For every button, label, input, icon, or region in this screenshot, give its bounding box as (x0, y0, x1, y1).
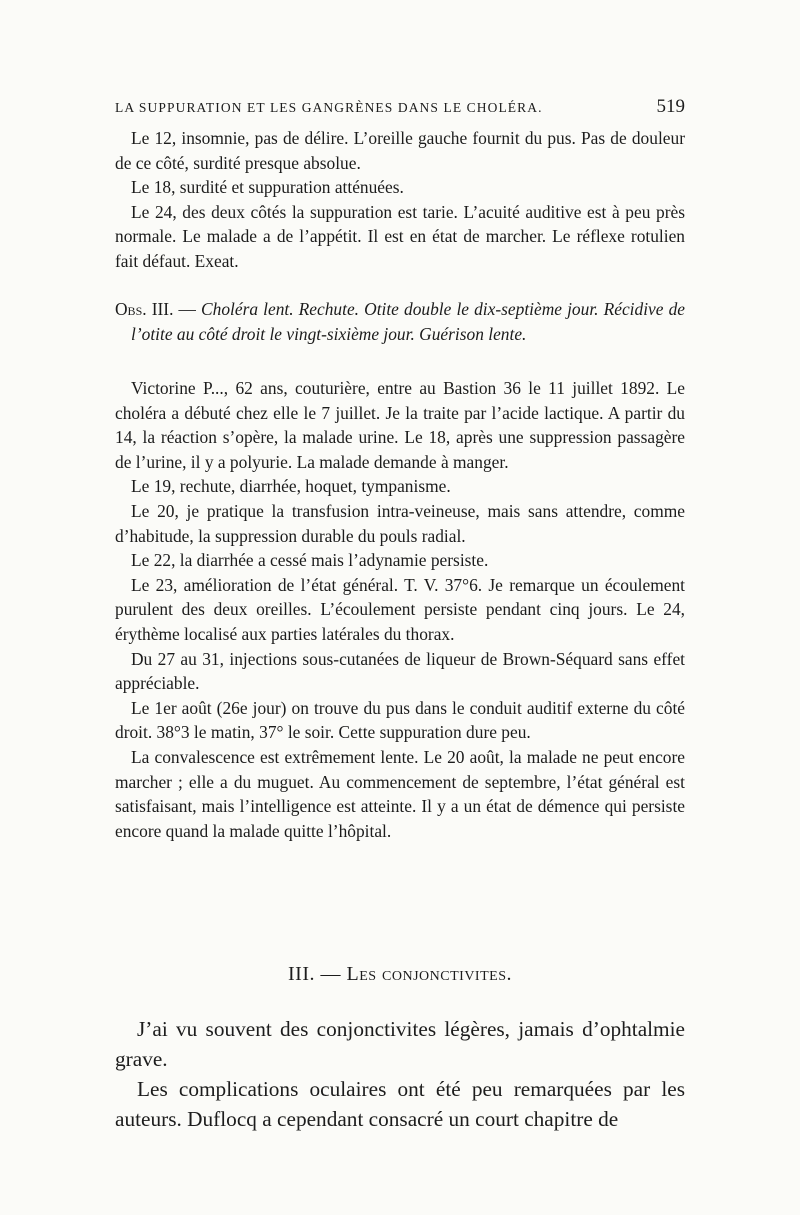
paragraph: Le 1er août (26e jour) on trouve du pus dans le conduit auditif externe du côté droit. 38°3 le matin, 37° le soir. Cette suppuration dure peu. (115, 697, 685, 743)
paragraph: Le 22, la diarrhée a cessé mais l’adynamie persiste. (131, 550, 489, 571)
paragraph: Le 19, rechute, diarrhée, hoquet, tympanisme. (131, 476, 451, 497)
paragraph: Le 24, des deux côtés la suppuration est tarie. L’acuité auditive est à peu près normale. Le malade a de l’appétit. Il est en état de marcher. Le réflexe rotulien fait défaut. Exeat. (115, 201, 685, 271)
paragraph-group-2 (115, 376, 685, 843)
paragraph: Le 20, je pratique la transfusion intra-veineuse, mais sans attendre, comme d’habitude, la suppression durable du pouls radial. (115, 500, 685, 546)
paragraph: Le 23, amélioration de l’état général. T. V. 37°6. Je remarque un écoulement purulent des deux oreilles. L’écoulement persiste pendant cinq jours. Le 24, érythème localisé aux parties latérales du thorax. (115, 574, 685, 644)
paragraph: Le 18, surdité et suppuration atténuées. (131, 177, 404, 198)
paragraph: Victorine P..., 62 ans, couturière, entre au Bastion 36 le 11 juillet 1892. Le choléra a débuté chez elle le 7 juillet. Je la traite par l’acide lactique. A partir du 14, la réaction s’opère, la malade urine. Le 18, après une suppression passagère de l’urine, il y a polyurie. La malade demande à manger. (115, 378, 685, 472)
running-title: LA SUPPURATION ET LES GANGRÈNES DANS LE CHOLÉRA. (115, 100, 543, 115)
paragraph-group-1 (115, 126, 685, 274)
observation-label: Obs. III. — (115, 299, 202, 319)
paragraph: Les complications oculaires ont été peu remarquées par les auteurs. Duflocq a cependant consacré un court chapitre de (115, 1077, 685, 1131)
paragraph: J’ai vu souvent des conjonctivites légères, jamais d’ophtalmie grave. (115, 1017, 685, 1071)
observation-heading (115, 297, 685, 346)
page-header (115, 96, 685, 118)
page-number: 519 (656, 96, 685, 117)
section-heading: III. — Les conjonctivites. (288, 963, 512, 985)
paragraph-group-3 (115, 1014, 685, 1134)
paragraph: La convalescence est extrêmement lente. Le 20 août, la malade ne peut encore marcher ; elle a du muguet. Au commencement de septembre, l’état général est satisfaisant, mais l’intelligence est atteinte. Il y a un état de démence qui persiste encore quand la malade quitte l’hôpital. (115, 746, 685, 841)
observation-title: Choléra lent. Rechute. Otite double le dix-septième jour. Récidive de l’otite au côté droit le vingt-sixième jour. Guérison lente. (131, 299, 685, 344)
paragraph: Le 12, insomnie, pas de délire. L’oreille gauche fournit du pus. Pas de douleur de ce côté, surdité presque absolue. (115, 128, 685, 173)
paragraph: Du 27 au 31, injections sous-cutanées de liqueur de Brown-Séquard sans effet appréciable. (115, 648, 685, 694)
